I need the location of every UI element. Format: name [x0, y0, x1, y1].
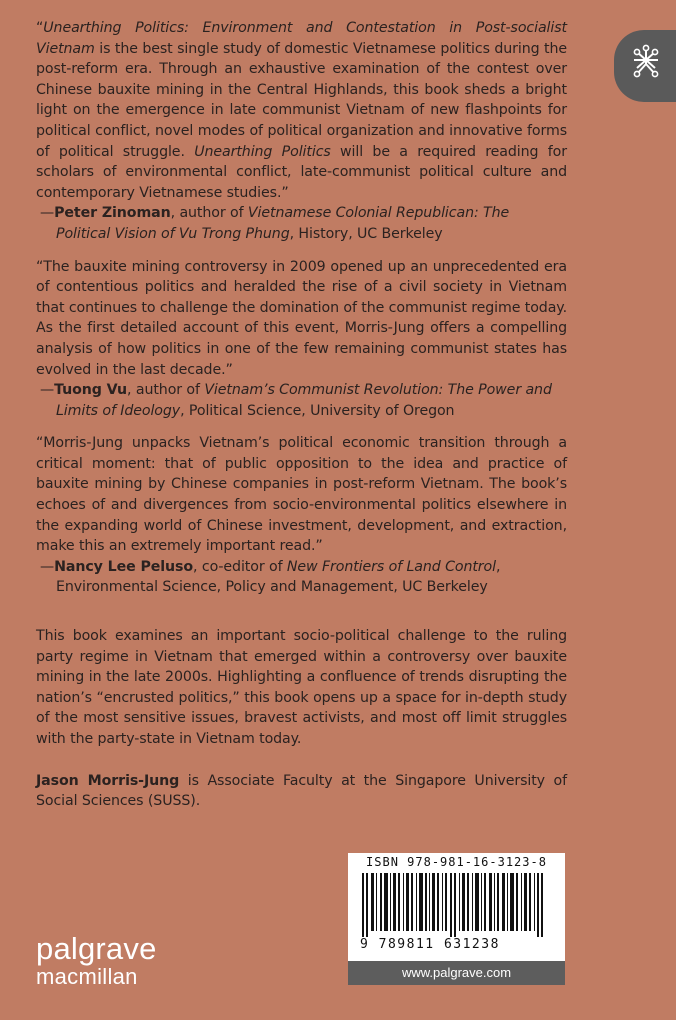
- review-quote: [36, 18, 567, 203]
- reviewer-affiliation: , History, UC Berkeley: [289, 225, 443, 242]
- book-title-short: Unearthing Politics: [194, 143, 331, 160]
- dash: —: [40, 558, 55, 575]
- isbn-label: ISBN 978-981-16-3123-8: [366, 855, 547, 869]
- quote-attribution: [36, 203, 567, 244]
- barcode-digits: 9 789811 631238: [360, 937, 500, 952]
- author-name: Jason Morris-Jung: [36, 772, 180, 789]
- barcode-panel: [348, 853, 565, 985]
- book-description: This book examines an important socio-political challenge to the ruling party regime in Vietnam that emerged within a controversy over bauxite mining in the late 2000s. Highlighting a confluence of trends disrupting the nation’s “encrusted politics,” this book opens up a space for in-depth study of the most sensitive issues, bravest activists, and most off limit struggles with the party-state in Vietnam today.: [36, 628, 567, 747]
- publisher-url[interactable]: www.palgrave.com: [348, 961, 565, 985]
- reviewer-book: Vietnam’s Communist Revolution: The Power and Limits of Ideology: [56, 382, 552, 419]
- publisher-logo: [36, 931, 157, 990]
- reviewer-name: Peter Zinoman: [54, 205, 171, 222]
- publisher-name-line1: palgrave: [36, 931, 157, 966]
- springer-horse-icon: [628, 44, 664, 84]
- attr-prefix: , author of: [127, 382, 205, 399]
- quote-attribution: [36, 557, 567, 598]
- author-bio-text: is Associate Faculty at the Singapore University of Social Sciences (SUSS).: [36, 772, 567, 810]
- reviewer-book: Vietnamese Colonial Republican: The Political Vision of Vu Trong Phung: [56, 205, 510, 242]
- open-quote: “: [36, 20, 44, 36]
- quote-attribution: [36, 380, 567, 421]
- attr-prefix: , co-editor of: [193, 558, 287, 575]
- review-quote: “The bauxite mining controversy in 2009 opened up an unprecedented era of contentious politics and heralded the rise of a civil society in Vietnam that continues to challenge the domination of the communist regime today. As the first detailed account of this event, Morris-Jung offers a compelling analysis of how politics in one of the few remaining communist states has evolved in the last decade.”: [36, 258, 567, 378]
- review-quote: “Morris-Jung unpacks Vietnam’s political economic transition through a critical moment: that of public opposition to the idea and practice of bauxite mining by Chinese companies in post-reform Vietnam. The book’s echoes of and divergences from socio-environmental politics elsewhere in the expanding world of Chinese investment, development, and extraction, make this an extremely important read.”: [36, 435, 567, 555]
- reviewer-affiliation: , Political Science, University of Oregon: [180, 402, 455, 419]
- attr-prefix: , author of: [170, 205, 248, 222]
- reviewer-book: New Frontiers of Land Control: [286, 558, 496, 575]
- reviewer-name: Tuong Vu: [54, 382, 128, 399]
- quote-text-end: will be a required reading for scholars of environmental conflict, late-communist political culture and contemporary Vietnamese studies.”: [36, 143, 567, 201]
- book-title: Unearthing Politics: Environment and Contestation in Post-socialist Vietnam: [36, 20, 567, 57]
- reviewer-name: Nancy Lee Peluso: [54, 558, 194, 575]
- reviewer-affiliation: , Environmental Science, Policy and Management, UC Berkeley: [56, 558, 501, 596]
- back-cover-text: [36, 18, 567, 812]
- publisher-name-line2: macmillan: [36, 964, 138, 989]
- quote-text: is the best single study of domestic Vietnamese politics during the post-reform era. Through an exhaustive examination of the contest over Chinese bauxite mining in the Central Highlands, this book sheds a bright light on the emergence in late communist Vietnam of new flashpoints for political conflict, novel modes of political organization and innovative forms of political struggle.: [36, 40, 567, 160]
- barcode-graphic: [362, 873, 552, 937]
- springer-logo: [614, 30, 676, 102]
- author-bio: [36, 771, 567, 812]
- dash: —: [40, 205, 55, 222]
- dash: —: [40, 382, 55, 399]
